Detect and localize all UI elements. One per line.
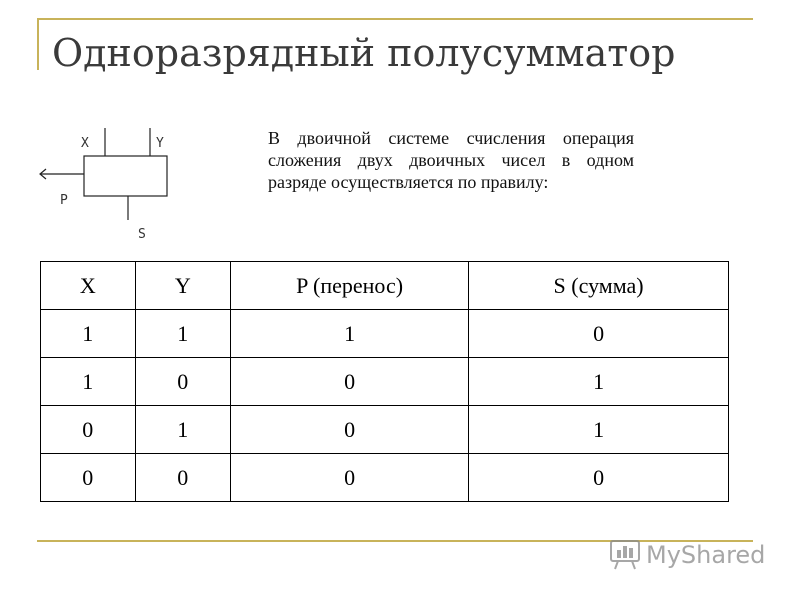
myshared-logo-icon [608,538,642,572]
decorative-top-line [37,18,753,20]
adder-block [84,156,167,196]
table-cell: 1 [41,310,136,358]
table-cell: 0 [231,454,469,502]
watermark-logo [608,536,765,574]
table-cell: 1 [135,310,231,358]
table-cell: 1 [135,406,231,454]
description-text: В двоичной системе счисления операция сложения двух двоичных чисел в одном разряде осуществляется по правилу: [268,128,634,192]
table-cell: 0 [469,454,729,502]
table-cell: 0 [41,454,136,502]
column-header-x: X [41,262,136,310]
truth-table [40,261,729,502]
table-row [41,454,729,502]
watermark-text: MyShared [646,541,766,569]
column-header-y: Y [135,262,231,310]
table-header-row [41,262,729,310]
decorative-left-line [37,18,39,70]
table-cell: 1 [41,358,136,406]
table-row [41,310,729,358]
table-cell: 0 [135,454,231,502]
table-cell: 1 [231,310,469,358]
table-row [41,406,729,454]
input-x-label: X [81,136,89,151]
input-y-label: Y [156,136,164,151]
table-cell: 0 [41,406,136,454]
table-cell: 0 [231,406,469,454]
column-header-sum: S (сумма) [469,262,729,310]
table-cell: 0 [469,310,729,358]
table-cell: 1 [469,406,729,454]
table-cell: 0 [231,358,469,406]
half-adder-diagram [30,122,190,244]
table-cell: 0 [135,358,231,406]
slide-title: Одноразрядный полусумматор [52,31,676,75]
table-row [41,358,729,406]
output-s-label: S [138,227,146,242]
output-p-label: P [60,193,68,208]
table-cell: 1 [469,358,729,406]
column-header-carry: P (перенос) [231,262,469,310]
half-adder-schematic [30,122,190,244]
